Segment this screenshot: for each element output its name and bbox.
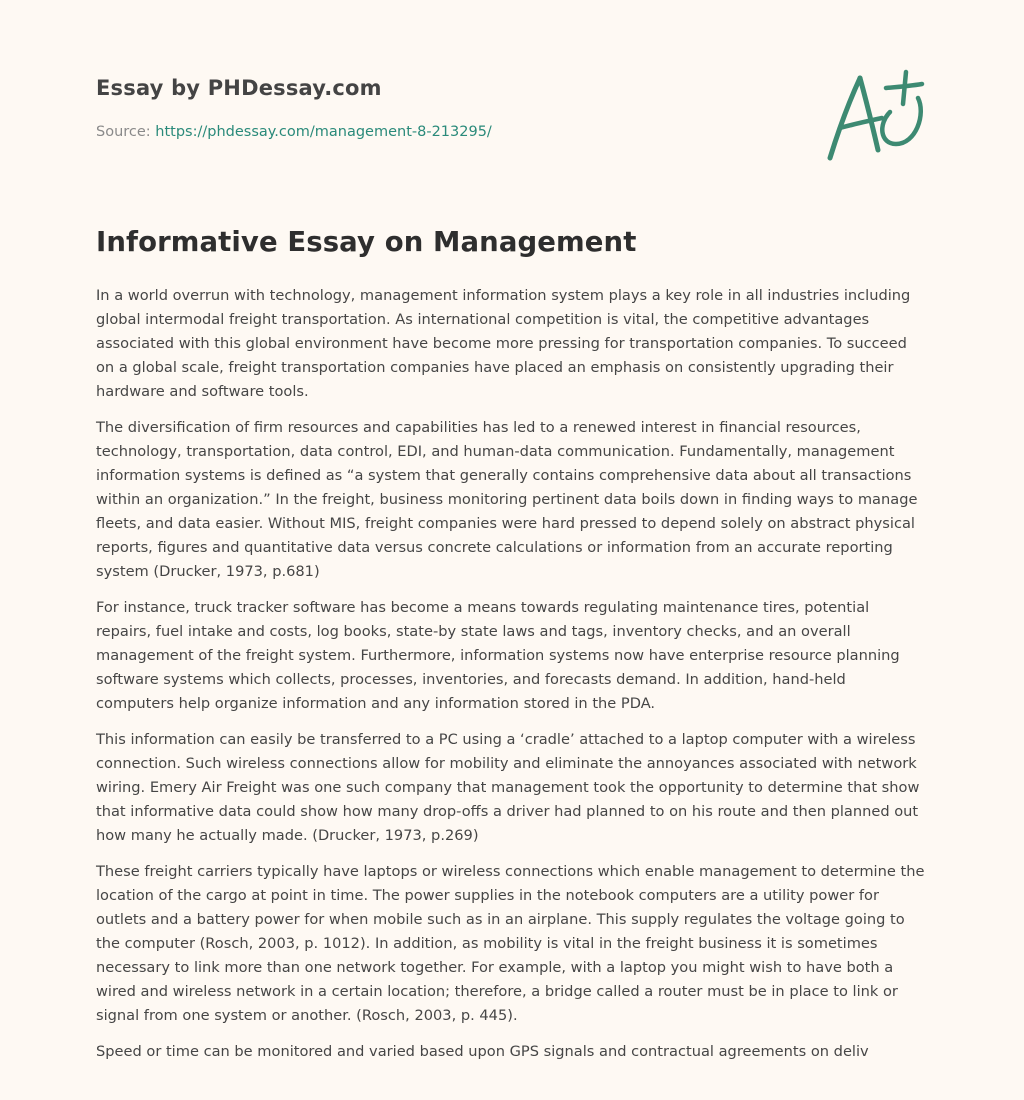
essay-paragraph: For instance, truck tracker software has become a means towards regulating maintenance tires, potential repairs, fuel intake and costs, log books, state-by state laws and tags, inventory checks, and an overall management of the freight system. Furthermore, information systems now have enterprise resource planning software systems which collects, processes, inventories, and forecasts demand. In addition, hand-held computers help organize information and any information stored in the PDA. [96,599,900,712]
essay-paragraph: In a world overrun with technology, management information system plays a key role in all industries including global intermodal freight transportation. As international competition is vital, the competitive advantages associated with this global environment have become more pressing for transportation companies. To succeed on a global scale, freight transportation companies have placed an emphasis on consistently upgrading their hardware and software tools. [96,287,911,400]
essay-header [96,74,928,174]
source-line [96,124,492,140]
essay-paragraph: The diversification of firm resources and capabilities has led to a renewed interest in financial resources, technology, transportation, data control, EDI, and human-data communication. Fundamentally, management information systems is defined as “a system that generally contains comprehensive data about all transactions within an organization.” In the freight, business monitoring pertinent data boils down in finding ways to manage fleets, and data easier. Without MIS, freight companies were hard pressed to depend solely on abstract physical reports, figures and quantitative data versus concrete calculations or information from an accurate reporting system (Drucker, 1973, p.681) [96,419,918,580]
site-title: Essay by PHDessay.com [96,76,382,100]
a-plus-logo-icon [822,66,930,166]
essay-paragraph: These freight carriers typically have laptops or wireless connections which enable management to determine the location of the cargo at point in time. The power supplies in the notebook computers are a utility power for outlets and a battery power for when mobile such as in an airplane. This supply regulates the voltage going to the computer (Rosch, 2003, p. 1012). In addition, as mobility is vital in the freight business it is sometimes necessary to link more than one network together. For example, with a laptop you might wish to have both a wired and wireless network in a certain location; therefore, a bridge called a router must be in place to link or signal from one system or another. (Rosch, 2003, p. 445). [96,863,925,1024]
source-label: Source: [96,124,156,140]
essay-title: Informative Essay on Management [96,226,637,258]
essay-body [96,284,928,1076]
essay-paragraph: Speed or time can be monitored and varied based upon GPS signals and contractual agreements on deliv [96,1043,869,1060]
essay-paragraph: This information can easily be transferred to a PC using a ‘cradle’ attached to a laptop computer with a wireless connection. Such wireless connections allow for mobility and eliminate the annoyances associated with network wiring. Emery Air Freight was one such company that management took the opportunity to determine that show that informative data could show how many drop-offs a driver had planned to on his route and then planned out how many he actually made. (Drucker, 1973, p.269) [96,731,920,844]
source-link[interactable]: https://phdessay.com/management-8-213295/ [155,124,492,140]
